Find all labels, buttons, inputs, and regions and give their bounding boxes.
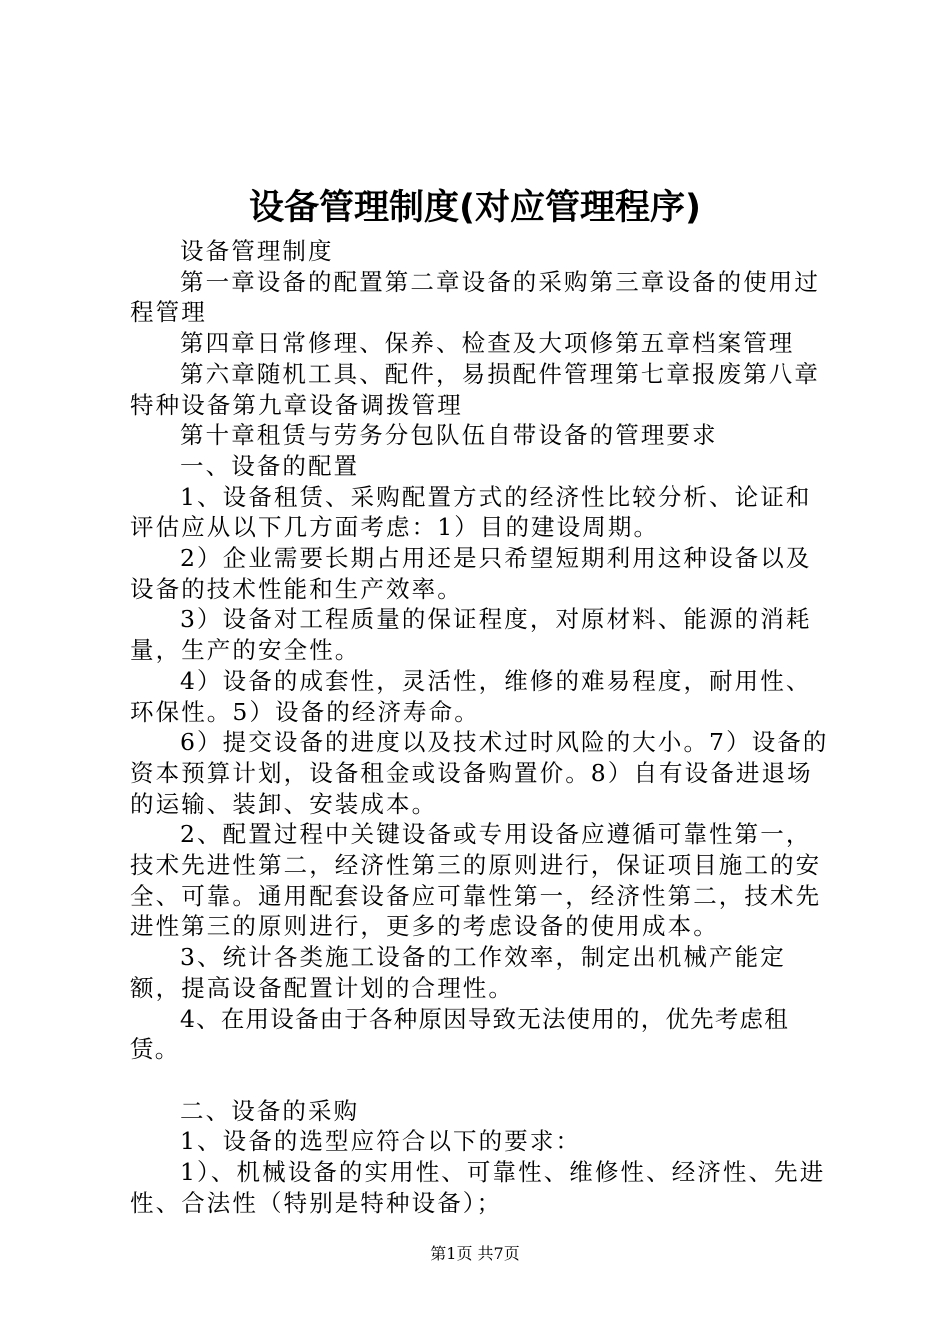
paragraph: 4）设备的成套性，灵活性，维修的难易程度，耐用性、环保性。5）设备的经济寿命。 [130, 666, 812, 726]
paragraph: 设备管理制度 [180, 237, 334, 265]
paragraph: 第一章设备的配置第二章设备的采购第三章设备的使用过程管理 [130, 267, 820, 327]
paragraph: 4、在用设备由于各种原因导致无法使用的，优先考虑租赁。 [130, 1004, 789, 1064]
paragraph: 1、设备的选型应符合以下的要求： [180, 1127, 582, 1156]
document-title: 设备管理制度(对应管理程序) [249, 188, 701, 228]
paragraph: 1）、机械设备的实用性、可靠性、维修性、经济性、先进性、合法性（特别是特种设备）； [130, 1158, 826, 1217]
paragraph: 第六章随机工具、配件，易损配件管理第七章报废第八章特种设备第九章设备调拨管理 [130, 359, 820, 419]
paragraph: 2）企业需要长期占用还是只希望短期利用这种设备以及设备的技术性能和生产效率。 [130, 544, 812, 603]
section-heading: 一、设备的配置 [180, 451, 360, 480]
page-number-footer: 第1页 共7页 [430, 1244, 520, 1263]
section-heading: 二、设备的采购 [180, 1096, 360, 1125]
paragraph: 6）提交设备的进度以及技术过时风险的大小。7）设备的资本预算计划，设备租金或设备购置价。8）自有设备进退场的运输、装卸、安装成本。 [130, 728, 829, 818]
paragraph: 第四章日常修理、保养、检查及大项修第五章档案管理 [180, 329, 795, 358]
paragraph: 1、设备租赁、采购配置方式的经济性比较分析、论证和评估应从以下几方面考虑：1）目的建设周期。 [130, 482, 812, 542]
paragraph: 3）设备对工程质量的保证程度，对原材料、能源的消耗量，生产的安全性。 [130, 605, 812, 665]
paragraph: 2、配置过程中关键设备或专用设备应遵循可靠性第一，技术先进性第二，经济性第三的原则进行，保证项目施工的安全、可靠。通用配套设备应可靠性第一，经济性第二，技术先进性第三的原则进行，更多的考虑设备的使用成本。 [130, 820, 822, 941]
paragraph: 3、统计各类施工设备的工作效率，制定出机械产能定额，提高设备配置计划的合理性。 [130, 943, 786, 1002]
paragraph: 第十章租赁与劳务分包队伍自带设备的管理要求 [180, 421, 718, 450]
blank-line [130, 1065, 830, 1096]
document-body [130, 236, 830, 1218]
